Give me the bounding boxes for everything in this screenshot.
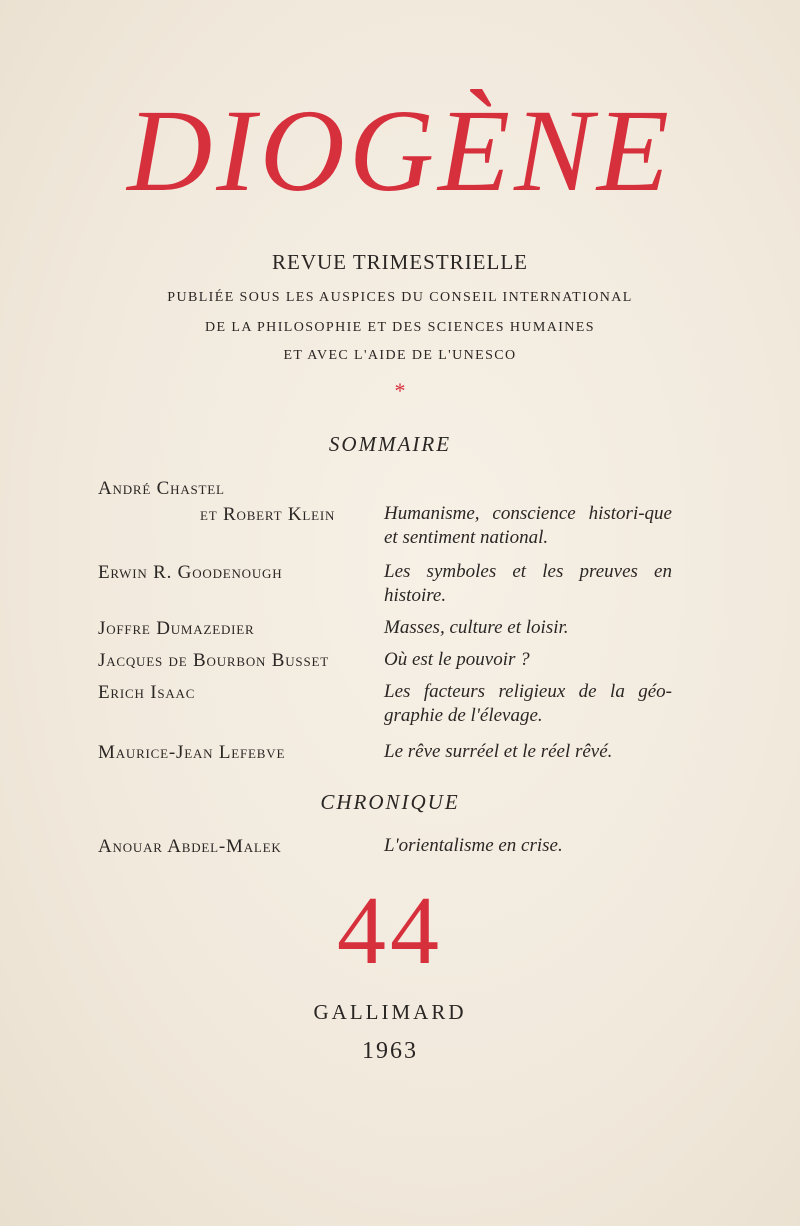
publication-line: DE LA PHILOSOPHIE ET DES SCIENCES HUMAINES xyxy=(205,320,595,335)
journal-subtitle: REVUE TRIMESTRIELLE xyxy=(271,250,528,274)
journal-title: DIOGÈNE xyxy=(127,85,673,216)
toc-article-title: Les facteurs religieux de la géo-graphie de l'élevage. xyxy=(384,681,672,726)
toc-author: André Chastel xyxy=(98,478,225,499)
toc-author: et Robert Klein xyxy=(200,504,336,525)
publication-line: PUBLIÉE SOUS LES AUSPICES DU CONSEIL INTERNATIONAL xyxy=(167,290,633,305)
star-ornament-icon: * xyxy=(394,378,406,403)
publication-line: ET AVEC L'AIDE DE L'UNESCO xyxy=(283,348,517,363)
toc-article-title: Le rêve surréel et le réel rêvé. xyxy=(384,741,613,762)
toc-article-title: Masses, culture et loisir. xyxy=(384,617,569,638)
toc-article-title: Où est le pouvoir ? xyxy=(384,649,530,670)
toc-article-title: Les symboles et les preuves en histoire. xyxy=(384,561,672,606)
sommaire-heading: SOMMAIRE xyxy=(328,432,452,456)
chronique-article-title: L'orientalisme en crise. xyxy=(384,835,563,856)
toc-author: Erich Isaac xyxy=(98,682,196,703)
toc-article-title: Humanisme, conscience histori-que et sentiment national. xyxy=(384,503,672,548)
toc-author: Joffre Dumazedier xyxy=(98,618,255,639)
chronique-author: Anouar Abdel-Malek xyxy=(98,836,282,857)
publication-year: 1963 xyxy=(362,1038,418,1064)
toc-author: Maurice-Jean Lefebve xyxy=(98,742,286,763)
toc-author: Erwin R. Goodenough xyxy=(98,562,283,583)
chronique-heading: CHRONIQUE xyxy=(320,790,460,814)
publisher-name: GALLIMARD xyxy=(313,1000,467,1024)
toc-author: Jacques de Bourbon Busset xyxy=(98,650,329,671)
issue-number: 44 xyxy=(337,877,443,985)
